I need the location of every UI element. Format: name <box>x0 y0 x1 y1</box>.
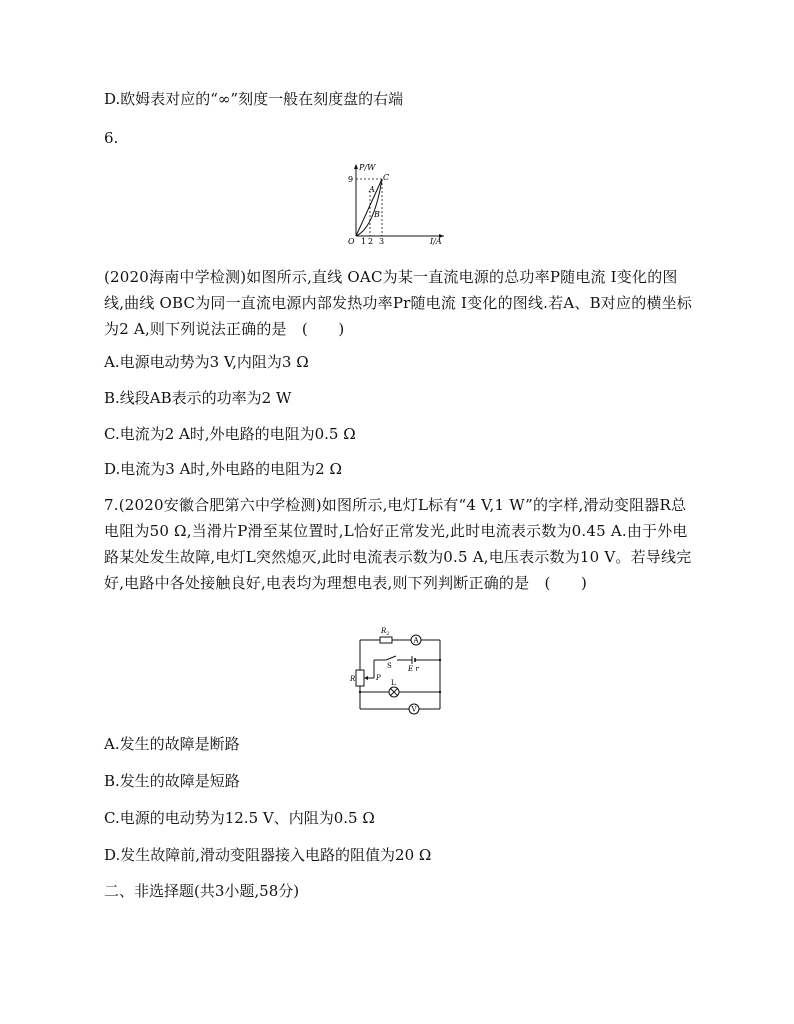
y-axis-label: P/W <box>359 163 376 172</box>
q6-option-a: A.电源电动势为3 V,内阻为3 Ω <box>104 353 309 371</box>
q7-option-d: D.发生故障前,滑动变阻器接入电路的阻值为20 Ω <box>104 846 432 864</box>
q7-option-b: B.发生的故障是短路 <box>104 772 240 790</box>
r2-subscript: 2 <box>386 631 390 637</box>
q7-stem: 7.(2020安徽合肥第六中学检测)如图所示,电灯L标有“4 V,1 W”的字样,滑动变阻器R总电阻为50 Ω,当滑片P滑至某位置时,L恰好正常发光,此时电流表示数为0.45 A.由于外电路某处发生故障,电灯L突然熄灭,此时电流表示数为0.5 A,电压表示数为10 V。若导线完好,电路中各处接触良好,电表均为理想电表,则下列判断正确的是 ( ) <box>104 496 692 592</box>
q6-option-c: C.电流为2 A时,外电路的电阻为0.5 Ω <box>104 425 356 443</box>
switch-s <box>386 656 396 660</box>
q6-number: 6. <box>104 129 119 147</box>
q7-option-c: C.电源的电动势为12.5 V、内阻为0.5 Ω <box>104 809 375 827</box>
source-label: E r <box>408 665 419 673</box>
x-tick-1: 1 <box>361 237 367 245</box>
q6-option-d: D.电流为3 A时,外电路的电阻为2 Ω <box>104 460 342 478</box>
r2-label: R <box>381 627 387 635</box>
x-tick-2: 2 <box>368 237 374 245</box>
q6-stem: (2020海南中学检测)如图所示,直线 OAC为某一直流电源的总功率P随电流 I变化的图线,曲线 OBC为同一直流电源内部发热功率Pr随电流 I变化的图线.若A、B对应的横坐标为2 A,则下列说法正确的是 ( ) <box>104 268 692 338</box>
q7-circuit-diagram <box>350 622 446 720</box>
q5-option-d: D.欧姆表对应的“∞”刻度一般在刻度盘的右端 <box>104 90 404 108</box>
switch-label: S <box>387 662 392 670</box>
point-b-label: B <box>374 210 380 219</box>
point-c-label: C <box>383 173 390 182</box>
origin-label: O <box>348 237 355 245</box>
rheostat-label: R <box>350 675 356 683</box>
voltmeter-label: V <box>411 705 417 714</box>
rheostat-r <box>356 670 364 686</box>
y-tick-label: 9 <box>348 175 354 184</box>
slider-label: P <box>376 674 381 682</box>
resistor-r2 <box>380 637 392 643</box>
point-a-label: A <box>369 185 375 194</box>
x-axis-label: I/A <box>430 237 442 245</box>
q7-option-a: A.发生的故障是断路 <box>104 735 240 753</box>
lamp-label: L <box>391 679 396 687</box>
section-2-heading: 二、非选择题(共3小题,58分) <box>104 882 300 900</box>
x-tick-3: 3 <box>379 237 385 245</box>
q6-option-b: B.线段AB表示的功率为2 W <box>104 389 292 407</box>
q6-power-current-graph <box>340 160 450 245</box>
ammeter-label: A <box>413 636 419 645</box>
